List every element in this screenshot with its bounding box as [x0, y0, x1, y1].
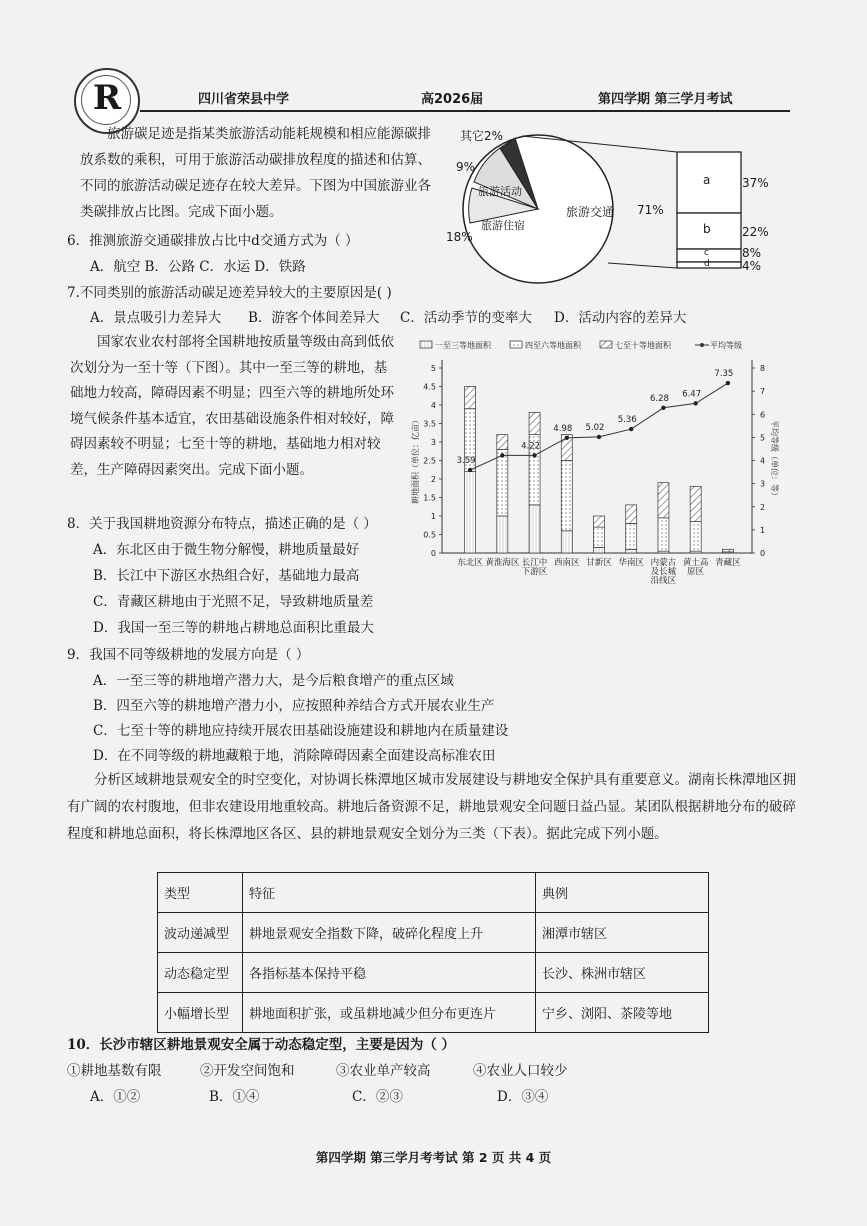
legend-label: 四至六等地面积	[525, 341, 581, 350]
q7-option-b: B．游客个体间差异大	[248, 310, 380, 326]
table-cell: 湘潭市辖区	[536, 913, 709, 953]
bar-segment	[594, 516, 605, 527]
x-tick-label: 原区	[687, 567, 705, 577]
connector-bottom	[608, 263, 677, 268]
table-cell: 宁乡、浏阳、茶陵等地	[536, 993, 709, 1033]
x-tick-label: 黄土高	[682, 558, 709, 568]
bar-label-c: c	[704, 248, 709, 258]
table-cell: 动态稳定型	[158, 953, 243, 993]
table-row	[158, 993, 709, 1033]
header-rule	[140, 110, 790, 112]
bar-label-b: b	[703, 222, 711, 236]
bar-label-a: a	[703, 173, 711, 187]
legend-marker	[700, 343, 704, 347]
q10-option-c: C．②③	[352, 1089, 403, 1105]
q9-option-b: B．四至六等的耕地增产潜力小，应按照种养结合方式开展农业生产	[93, 698, 495, 714]
q8-option-c: C．青藏区耕地由于光照不足，导致耕地质量差	[93, 594, 374, 610]
bar-segment	[529, 505, 540, 553]
y-tick-label-left: 0	[430, 549, 436, 558]
y-tick-label-left: 2	[430, 475, 436, 484]
q7-option-d: D．活动内容的差异大	[554, 310, 687, 326]
avg-grade-label: 5.02	[585, 422, 605, 433]
avg-grade-label: 5.36	[617, 415, 637, 426]
avg-grade-point	[693, 401, 697, 405]
avg-grade-label: 4.22	[521, 441, 541, 452]
avg-grade-point	[500, 453, 504, 457]
x-tick-label: 及长城	[650, 567, 677, 577]
x-tick-label: 黄淮海区	[485, 558, 520, 568]
passage-farmland-grades: 国家农业农村部将全国耕地按质量等级由高到低依次划分为一至十等（下图）。其中一至三等的耕地，基础地力较高，障碍因素不明显；四至六等的耕地所处环境气候条件基本适宜，农田基础设施条件相对较好，障碍因素较不明显；七至十等的耕地，基础地力相对较差，生产障碍因素突出。完成下面小题。	[70, 334, 394, 478]
y-tick-label-left: 3	[430, 438, 436, 447]
passage-tourism-carbon: 旅游碳足迹是指某类旅游活动能耗规模和相应能源碳排放系数的乘积，可用于旅游活动碳排放程度的描述和估算、不同的旅游活动碳足迹存在较大差异。下图为中国旅游业各类碳排放占比图。完成下面小题。	[80, 126, 431, 220]
x-tick-label: 甘新区	[586, 558, 612, 568]
q9-option-c: C．七至十等的耕地应持续开展农田基础设施建设和耕地内在质量建设	[93, 723, 509, 739]
q7-stem: 7.不同类别的旅游活动碳足迹差异较大的主要原因是( )	[67, 285, 392, 301]
q10-item-3: ③农业单产较高	[336, 1063, 431, 1079]
bar-segment	[722, 549, 733, 552]
bar-segment	[497, 516, 508, 553]
y-tick-label-left: 1.5	[423, 493, 436, 503]
bar-label-d: d	[704, 259, 710, 269]
q8-option-b: B．长江中下游区水热组合好，基础地力最高	[93, 568, 360, 584]
bar-segment	[658, 518, 669, 551]
q9-option-d: D．在不同等级的耕地藏粮于地，消除障碍因素全面建设高标准农田	[93, 748, 496, 764]
pie-label-accommodation: 旅游住宿	[481, 219, 525, 232]
y-tick-label-right: 3	[760, 479, 766, 489]
x-tick-label: 内蒙古	[650, 558, 677, 568]
y-tick-label-left: 0.5	[423, 530, 436, 540]
avg-grade-point	[661, 406, 665, 410]
passage-cztz-landscape: 分析区域耕地景观安全的时空变化，对协调长株潭地区城市发展建设与耕地安全保护具有重要意义。湖南长株潭地区拥有广阔的农村腹地，但非农建设用地重较高。耕地后备资源不足，耕地景观安全问题日益凸显。某团队根据耕地分布的破碎程度和耕地总面积，将长株潭地区各区、县的耕地景观安全划分为三类（下表）。据此完成下列小题。	[67, 772, 796, 842]
farmland-grade-chart	[400, 335, 795, 585]
q10-item-2: ②开发空间饱和	[200, 1063, 295, 1079]
avg-grade-point	[597, 435, 601, 439]
x-tick-label: 华南区	[618, 558, 644, 568]
avg-grade-point	[565, 436, 569, 440]
q9-option-a: A．一至三等的耕地增产潜力大，是今后粮食增产的重点区域	[93, 673, 454, 689]
avg-grade-point	[726, 381, 730, 385]
bar-segment	[497, 435, 508, 450]
y-tick-label-right: 7	[760, 387, 766, 397]
table-cell: 小幅增长型	[158, 993, 243, 1033]
q10-option-b: B．①④	[209, 1089, 260, 1105]
legend-label: 平均等级	[710, 341, 742, 350]
y-tick-label-left: 5	[430, 364, 436, 373]
q7-option-c: C．活动季节的变率大	[400, 310, 532, 326]
table-cell: 耕地面积扩张，或虽耕地减少但分布更连片	[243, 993, 536, 1033]
bar-segment	[497, 449, 508, 516]
table-header: 典例	[536, 873, 709, 913]
bar-segment	[594, 527, 605, 547]
pie-label-transport-pct: 71%	[637, 203, 664, 217]
y-tick-label-right: 5	[760, 433, 766, 443]
bar-segment	[594, 547, 605, 553]
x-tick-label: 下游区	[521, 567, 548, 577]
table-cell: 长沙、株洲市辖区	[536, 953, 709, 993]
x-tick-label: 沿线区	[650, 576, 677, 585]
school-name: 四川省荣县中学	[198, 92, 290, 107]
y-tick-label-left: 1	[430, 512, 436, 521]
bar-segment	[465, 472, 476, 553]
bar-pct-b: 22%	[742, 225, 769, 239]
x-tick-label: 东北区	[457, 558, 483, 568]
q10-item-4: ④农业人口较少	[473, 1063, 568, 1079]
table-row	[158, 913, 709, 953]
table-row	[158, 953, 709, 993]
avg-grade-label: 6.47	[682, 389, 702, 400]
y-tick-label-left: 3.5	[423, 419, 436, 429]
grade-label: 高2026届	[421, 92, 484, 107]
x-tick-label: 长江中	[521, 558, 548, 568]
legend-swatch	[600, 341, 612, 348]
bar-segment	[626, 549, 637, 553]
y-tick-label-right: 1	[760, 525, 766, 535]
avg-grade-label: 4.98	[553, 423, 573, 434]
bar-segment	[690, 486, 701, 521]
bar-segment	[658, 483, 669, 518]
pie-label-accommodation-pct: 18%	[446, 230, 473, 244]
bar-segment	[561, 531, 572, 553]
pie-label-activity-pct: 9%	[456, 160, 476, 174]
avg-grade-point	[629, 427, 633, 431]
q6-options: A．航空 B．公路 C．水运 D．铁路	[90, 259, 306, 275]
y-tick-label-left: 4	[430, 401, 436, 410]
y-tick-label-left: 2.5	[423, 456, 436, 466]
q10-option-a: A．①②	[90, 1089, 141, 1105]
bar-segment	[529, 412, 540, 434]
q9-stem: 9．我国不同等级耕地的发展方向是（ ）	[67, 647, 310, 663]
table-header: 类型	[158, 873, 243, 913]
avg-grade-point	[468, 468, 472, 472]
bar-pct-d: 4%	[742, 259, 762, 273]
q10-item-1: ①耕地基数有限	[67, 1063, 162, 1079]
pie-label-other: 其它2%	[460, 129, 504, 143]
landscape-type-table	[157, 872, 709, 1033]
page-footer: 第四学期 第三学月考考试 第 2 页 共 4 页	[315, 1150, 552, 1165]
q8-stem: 8．关于我国耕地资源分布特点，描述正确的是（ ）	[67, 516, 377, 532]
legend-label: 七至十等地面积	[615, 341, 671, 350]
avg-grade-point	[532, 453, 536, 457]
table-cell: 各指标基本保持平稳	[243, 953, 536, 993]
bar-segment	[690, 522, 701, 552]
table-header-row	[158, 873, 709, 913]
y-tick-label-right: 6	[760, 410, 766, 420]
table-header: 特征	[243, 873, 536, 913]
avg-grade-label: 7.35	[714, 369, 734, 380]
y-tick-label-left: 4.5	[423, 382, 436, 392]
avg-grade-label: 3.59	[456, 455, 476, 466]
legend-label: 一至三等地面积	[435, 341, 491, 350]
q8-option-a: A．东北区由于微生物分解慢，耕地质量最好	[93, 542, 360, 558]
q6-stem: 6．推测旅游交通碳排放占比中d交通方式为（ ）	[67, 233, 359, 249]
legend-swatch	[420, 341, 432, 348]
q10-stem: 10．长沙市辖区耕地景观安全属于动态稳定型，主要是因为（ ）	[67, 1037, 455, 1053]
exam-title: 第四学期 第三学月考试	[598, 92, 733, 107]
bar-segment	[626, 523, 637, 549]
y-axis-title-left: 耕地面积（单位：亿亩）	[411, 416, 420, 504]
table-cell: 耕地景观安全指数下降，破碎化程度上升	[243, 913, 536, 953]
y-tick-label-right: 0	[760, 549, 766, 558]
y-axis-title-right: 平均等级（单位：等）	[770, 420, 779, 500]
q8-option-d: D．我国一至三等的耕地占耕地总面积比重最大	[93, 620, 374, 636]
pie-label-activity: 旅游活动	[478, 185, 522, 198]
q10-option-d: D．③④	[497, 1089, 549, 1105]
x-tick-label: 青藏区	[715, 558, 741, 568]
bar-pct-c: 8%	[742, 246, 762, 260]
q7-option-a: A．景点吸引力差异大	[90, 310, 222, 326]
logo-letter: R	[92, 78, 122, 118]
pie-label-transport: 旅游交通	[566, 205, 615, 219]
x-tick-label: 西南区	[554, 558, 580, 568]
legend-swatch	[510, 341, 522, 348]
y-tick-label-right: 8	[760, 364, 766, 373]
table-cell: 波动递减型	[158, 913, 243, 953]
y-tick-label-right: 2	[760, 502, 766, 512]
bar-pct-a: 37%	[742, 176, 769, 190]
bar-segment	[561, 461, 572, 531]
avg-grade-label: 6.28	[649, 393, 669, 404]
bar-segment	[626, 505, 637, 524]
bar-segment	[465, 387, 476, 409]
y-tick-label-right: 4	[760, 456, 766, 466]
